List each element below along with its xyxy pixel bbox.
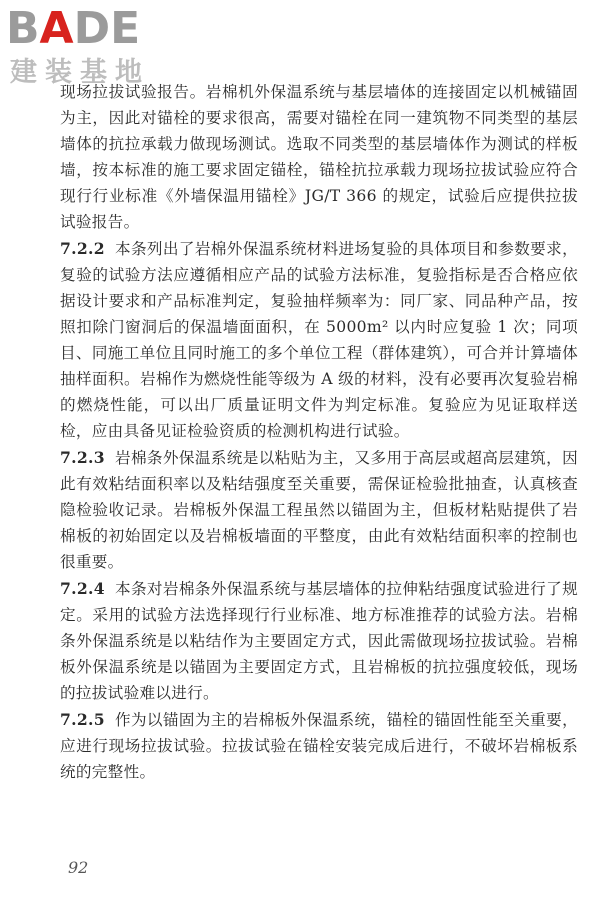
paragraph-7-2-3: [60, 445, 578, 575]
bade-logo: [6, 4, 176, 92]
page-number: 92: [68, 858, 89, 877]
paragraph-text: 岩棉条外保温系统是以粘贴为主，又多用于高层或超高层建筑，因此有效粘结面积率以及粘结强度至关重要，需保证检验批抽查，认真核查隐检验收记录。岩棉板外保温工程虽然以锚固为主，但板材粘贴提供了岩棉板的初始固定以及岩棉板墙面的平整度，由此有效粘结面积率的控制也很重要。: [60, 449, 578, 571]
document-body: [60, 79, 578, 786]
section-number: 7.2.4: [60, 579, 105, 598]
paragraph-text: 现场拉拔试验报告。岩棉机外保温系统与基层墙体的连接固定以机械锚固为主，因此对锚栓的要求很高，需要对锚栓在同一建筑物不同类型的基层墙体的抗拉承载力做现场测试。选取不同类型的基层墙体作为测试的样板墙，按本标准的施工要求固定锚栓，锚栓抗拉承载力现场拉拔试验应符合现行行业标准《外墙保温用锚栓》JG/T 366 的规定，试验后应提供拉拔试验报告。: [60, 83, 578, 231]
logo-letter-a: A: [39, 3, 74, 54]
paragraph-text: 作为以锚固为主的岩棉板外保温系统，锚栓的锚固性能至关重要，应进行现场拉拔试验。拉拔试验在锚栓安装完成后进行，不破坏岩棉板系统的完整性。: [60, 711, 578, 781]
logo-letters-de: DE: [73, 3, 141, 54]
paragraph-7-2-2: [60, 236, 578, 444]
paragraph-7-2-5: [60, 707, 578, 785]
section-number: 7.2.5: [60, 710, 105, 729]
paragraph-7-2-4: [60, 576, 578, 706]
logo-wordmark: [6, 4, 140, 54]
logo-chinese-text: 建装基地: [10, 57, 150, 88]
paragraph-continuation: [60, 79, 578, 235]
section-number: 7.2.2: [60, 239, 105, 258]
paragraph-text: 本条列出了岩棉外保温系统材料进场复验的具体项目和参数要求，复验的试验方法应遵循相应产品的试验方法标准，复验指标是否合格应依据设计要求和产品标准判定，复验抽样频率为：同厂家、同品种产品，按照扣除门窗洞后的保温墙面面积，在 5000m² 以内时应复验 1 次；同项目、同施工单位且同时施工的多个单位工程（群体建筑），可合并计算墙体抽样面积。岩棉作为燃烧性能等级为 A 级的材料，没有必要再次复验岩棉的燃烧性能，可以出厂质量证明文件为判定标准。复验应为见证取样送检，应由具备见证检验资质的检测机构进行试验。: [60, 240, 578, 440]
paragraph-text: 本条对岩棉条外保温系统与基层墙体的拉伸粘结强度试验进行了规定。采用的试验方法选择现行行业标准、地方标准推荐的试验方法。岩棉条外保温系统是以粘结作为主要固定方式，因此需做现场拉拔试验。岩棉板外保温系统是以锚固为主要固定方式，且岩棉板的抗拉强度较低，现场的拉拔试验难以进行。: [60, 580, 578, 702]
logo-letter-b: B: [6, 3, 40, 54]
section-number: 7.2.3: [60, 448, 105, 467]
